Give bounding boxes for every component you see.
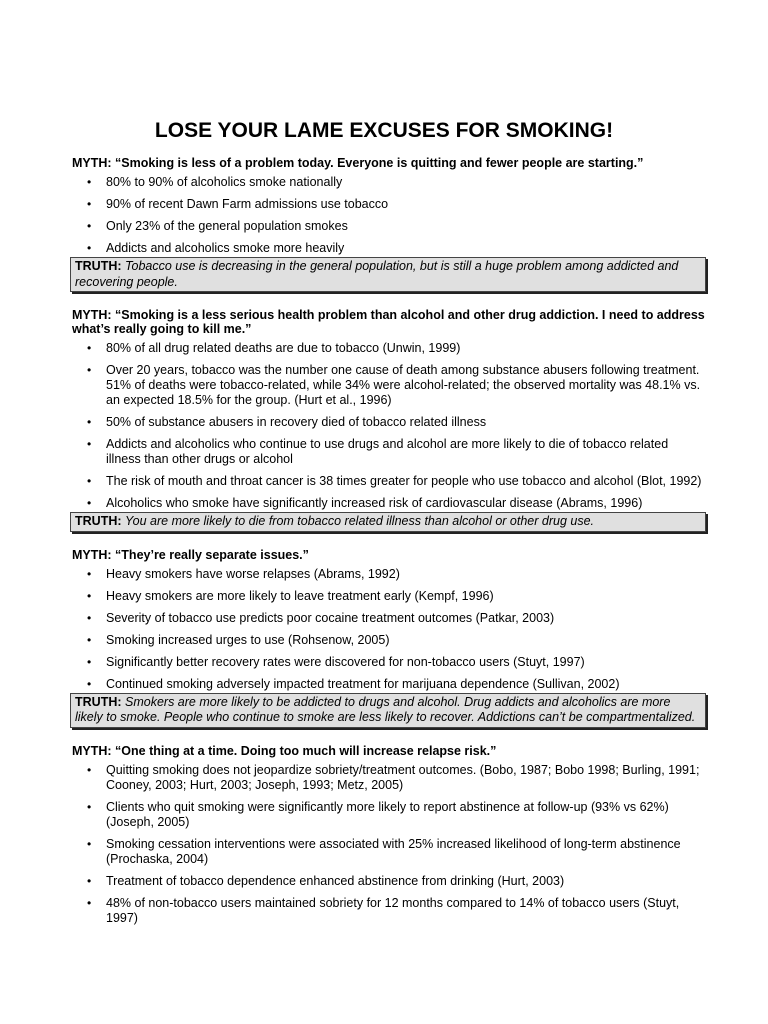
list-item xyxy=(70,197,706,212)
list-item-text: 50% of substance abusers in recovery died of tobacco related illness xyxy=(106,415,487,429)
bullet-icon: • xyxy=(87,241,92,255)
list-item-text: Smoking increased urges to use (Rohsenow, 2005) xyxy=(106,632,390,647)
bullet-icon: • xyxy=(87,836,92,851)
list-item xyxy=(70,896,706,926)
list-item xyxy=(70,874,706,889)
list-item xyxy=(70,437,706,467)
myth-section xyxy=(70,548,706,728)
list-item xyxy=(70,589,706,604)
myth-section xyxy=(70,308,706,532)
truth-label: TRUTH: xyxy=(75,259,122,273)
bullet-icon: • xyxy=(87,363,92,377)
myth-heading: MYTH: “They’re really separate issues.” xyxy=(72,547,309,562)
list-item xyxy=(70,241,706,256)
bullet-icon: • xyxy=(87,799,92,814)
truth-label: TRUTH: xyxy=(75,514,122,528)
list-item-text: Heavy smokers have worse relapses (Abrams, 1992) xyxy=(106,566,400,581)
bullet-icon: • xyxy=(87,496,92,510)
bullet-icon: • xyxy=(87,219,92,233)
list-item xyxy=(70,763,706,793)
bullet-icon: • xyxy=(87,474,92,488)
truth-box xyxy=(70,257,706,292)
list-item xyxy=(70,800,706,830)
list-item-text: 80% of all drug related deaths are due to tobacco (Unwin, 1999) xyxy=(106,341,461,355)
bullet-icon: • xyxy=(87,175,92,189)
list-item-text: Smoking cessation interventions were associated with 25% increased likelihood of long-term abstinence (Prochaska, 2004) xyxy=(106,836,681,866)
bullet-icon: • xyxy=(87,676,92,691)
list-item xyxy=(70,474,706,489)
list-item xyxy=(70,567,706,582)
list-item-text: Continued smoking adversely impacted treatment for marijuana dependence (Sullivan, 2002) xyxy=(106,676,620,691)
list-item xyxy=(70,677,706,692)
truth-box xyxy=(70,693,706,728)
bullet-icon: • xyxy=(87,588,92,603)
document-body xyxy=(70,156,706,942)
bullet-icon: • xyxy=(87,197,92,211)
list-item-text: Only 23% of the general population smokes xyxy=(106,219,348,233)
truth-box xyxy=(70,512,706,532)
evidence-list xyxy=(70,175,706,256)
bullet-icon: • xyxy=(87,873,92,888)
myth-section xyxy=(70,744,706,926)
list-item-text: Over 20 years, tobacco was the number one cause of death among substance abusers following treatment. 51% of deaths were tobacco-related, while 34% were alcohol-related; the observed mortality was 48.1% vs. an expected 18.5% for the group. (Hurt et al., 1996) xyxy=(106,363,701,407)
bullet-icon: • xyxy=(87,437,92,451)
list-item-text: Treatment of tobacco dependence enhanced abstinence from drinking (Hurt, 2003) xyxy=(106,873,565,888)
list-item xyxy=(70,341,706,356)
bullet-icon: • xyxy=(87,610,92,625)
bullet-icon: • xyxy=(87,566,92,581)
list-item-text: Addicts and alcoholics smoke more heavily xyxy=(106,241,345,255)
list-item xyxy=(70,175,706,190)
bullet-icon: • xyxy=(87,341,92,355)
list-item xyxy=(70,415,706,430)
list-item-text: Addicts and alcoholics who continue to use drugs and alcohol are more likely to die of tobacco related illness than other drugs or alcohol xyxy=(106,437,669,466)
page-title: LOSE YOUR LAME EXCUSES FOR SMOKING! xyxy=(154,119,614,142)
myth-section xyxy=(70,156,706,292)
list-item-text: 90% of recent Dawn Farm admissions use tobacco xyxy=(106,197,389,211)
list-item xyxy=(70,611,706,626)
list-item-text: 48% of non-tobacco users maintained sobriety for 12 months compared to 14% of tobacco users (Stuyt, 1997) xyxy=(106,895,680,925)
list-item-text: Clients who quit smoking were significantly more likely to report abstinence at follow-up (93% vs 62%) (Joseph, 2005) xyxy=(106,799,669,829)
list-item-text: Alcoholics who smoke have significantly increased risk of cardiovascular disease (Abrams, 1996) xyxy=(106,496,643,510)
list-item-text: Significantly better recovery rates were discovered for non-tobacco users (Stuyt, 1997) xyxy=(106,654,585,669)
truth-text: You are more likely to die from tobacco related illness than alcohol or other drug use. xyxy=(125,514,595,528)
truth-label: TRUTH: xyxy=(75,694,122,709)
list-item-text: Severity of tobacco use predicts poor cocaine treatment outcomes (Patkar, 2003) xyxy=(106,610,555,625)
list-item xyxy=(70,655,706,670)
bullet-icon: • xyxy=(87,415,92,429)
myth-heading: MYTH: “Smoking is a less serious health problem than alcohol and other drug addiction. I need to address what’s really going to kill me.” xyxy=(72,308,705,336)
list-item-text: Quitting smoking does not jeopardize sobriety/treatment outcomes. (Bobo, 1987; Bobo 1998; Burling, 1991; Cooney, 2003; Hurt, 2003; Joseph, 1993; Metz, 2005) xyxy=(106,762,700,792)
list-item xyxy=(70,837,706,867)
list-item-text: The risk of mouth and throat cancer is 38 times greater for people who use tobacco and alcohol (Blot, 1992) xyxy=(106,474,702,488)
evidence-list xyxy=(70,763,706,926)
bullet-icon: • xyxy=(87,895,92,910)
bullet-icon: • xyxy=(87,762,92,777)
bullet-icon: • xyxy=(87,632,92,647)
truth-text: Tobacco use is decreasing in the general population, but is still a huge problem among addicted and recovering people. xyxy=(75,259,679,289)
evidence-list xyxy=(70,567,706,692)
list-item-text: 80% to 90% of alcoholics smoke nationally xyxy=(106,175,343,189)
list-item xyxy=(70,496,706,511)
truth-text: Smokers are more likely to be addicted to drugs and alcohol. Drug addicts and alcoholics are more likely to smoke. People who continue to smoke are less likely to recover. Addictions can’t be compartmentalized. xyxy=(75,694,696,724)
list-item xyxy=(70,363,706,408)
bullet-icon: • xyxy=(87,654,92,669)
myth-heading: MYTH: “One thing at a time. Doing too much will increase relapse risk.” xyxy=(72,743,497,758)
list-item xyxy=(70,219,706,234)
myth-heading: MYTH: “Smoking is less of a problem today. Everyone is quitting and fewer people are starting.” xyxy=(72,156,644,170)
evidence-list xyxy=(70,341,706,511)
list-item xyxy=(70,633,706,648)
list-item-text: Heavy smokers are more likely to leave treatment early (Kempf, 1996) xyxy=(106,588,494,603)
